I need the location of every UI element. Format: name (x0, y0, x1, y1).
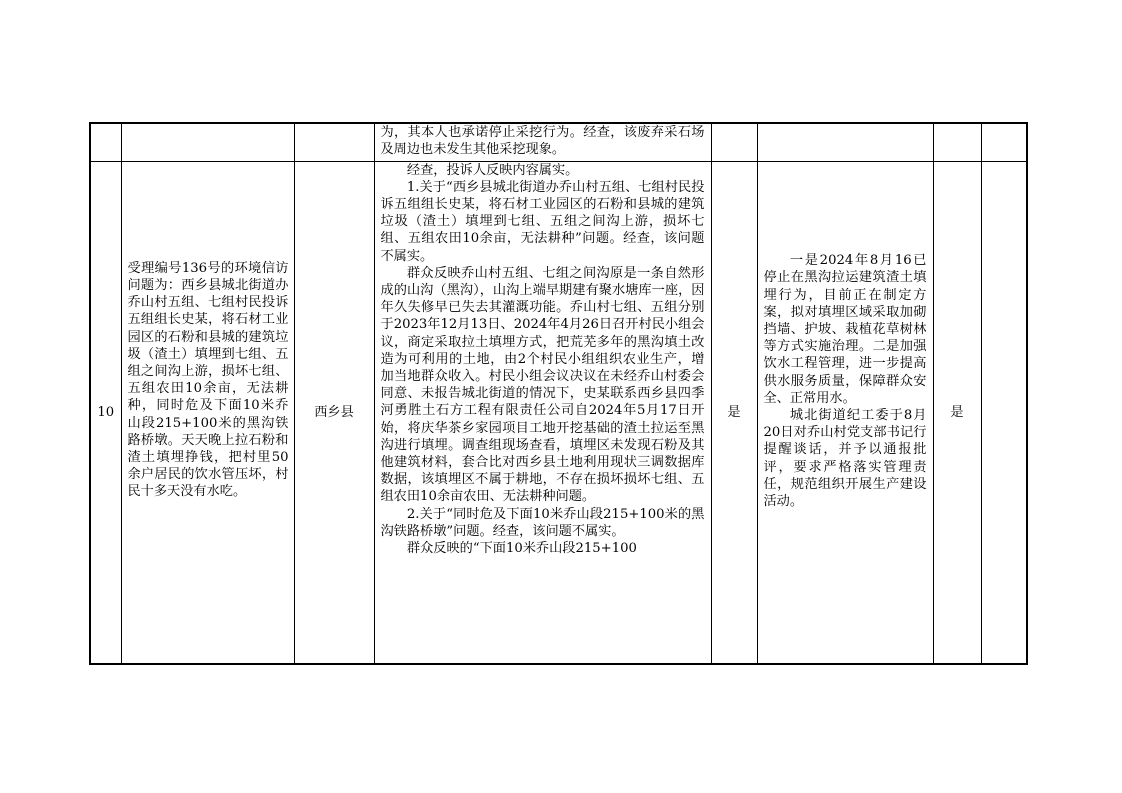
cell-measures (757, 161, 933, 664)
table-row-10 (90, 161, 1027, 664)
cell-area: 西乡县 (294, 161, 374, 664)
findings-text (375, 162, 711, 558)
measures-paragraph-2: 城北街道纪工委于8月20日对乔山村党支部书记行提醒谈话，并予以通报批评，要求严格落实管理责任，规范组织开展生产建设活动。 (763, 408, 927, 510)
complaint-table (89, 122, 1028, 665)
cell-number-empty (90, 123, 121, 161)
findings-paragraph-1: 经查，投诉人反映内容属实。 (406, 162, 579, 178)
measures-text (758, 252, 933, 510)
cell-closed-empty (933, 123, 981, 161)
cell-extra (981, 161, 1027, 664)
row-number: 10 (90, 161, 121, 664)
findings-paragraph-4: 2.关于“同时危及下面10米乔山段215+100米的黑沟铁路桥墩”问题。经查，该问题不属实。 (380, 506, 705, 539)
complaint-text: 受理编号136号的环境信访问题为：西乡县城北街道办乔山村五组、七组村民投诉五组组长史某，将石材工业园区的石粉和县城的建筑垃圾（渣土）填埋到七组、五组之间沟上游，损坏七组、五组农田10余亩，无法耕种，同时危及下面10米乔山段215+100米的黑沟铁路桥墩。天天晚上拉石粉和渣土填埋挣钱，把村里50余户居民的饮水管压坏，村民十多天没有水吃。 (127, 260, 289, 500)
cell-complaint-empty (121, 123, 294, 161)
findings-paragraph-5: 群众反映的“下面10米乔山段215+100 (406, 540, 637, 556)
findings-paragraph-2: 1.关于“西乡县城北街道办乔山村五组、七组村民投诉五组组长史某，将石材工业园区的石粉和县城的建筑垃圾（渣土）填埋到七组、五组之间沟上游，损坏七组、五组农田10余亩，无法耕种”问题。经查，该问题不属实。 (380, 179, 705, 264)
cell-measures-empty (757, 123, 933, 161)
cell-area-empty (294, 123, 374, 161)
cell-is-true: 是 (711, 161, 757, 664)
cell-complaint (121, 161, 294, 664)
cell-closed: 是 (933, 161, 981, 664)
findings-tail-text: 为，其本人也承诺停止采挖行为。经查，该废弃采石场及周边也未发生其他采挖现象。 (380, 125, 705, 158)
measures-paragraph-1: 一是2024年8月16已停止在黑沟拉运建筑渣土填埋行为，目前正在制定方案，拟对填埋区域采取加砌挡墙、护坡、栽植花草树林等方式实施治理。二是加强饮水工程管理，进一步提高供水服务质量，保障群众安全、正常用水。 (763, 253, 927, 406)
findings-paragraph-3: 群众反映乔山村五组、七组之间沟原是一条自然形成的山沟（黑沟），山沟上端早期建有聚水塘库一座，因年久失修早已失去其灌溉功能。乔山村七组、五组分别于2023年12月13日、2024年4月26日召开村民小组会议，商定采取拉土填埋方式，把荒芜多年的黑沟填土改造为可利用的土地，由2个村民小组组织农业生产，增加当地群众收入。村民小组会议决议在未经乔山村委会同意、未报告城北街道的情况下，史某联系西乡县四季河勇胜土石方工程有限责任公司自2024年5月17日开始，将庆华茶乡家园项目工地开挖基础的渣土拉运至黑沟进行填埋。调查组现场查看，填埋区未发现石粉及其他建筑材料，套合比对西乡县土地利用现状三调数据库数据，该填埋区不属于耕地，不存在损坏损坏七组、五组农田10余亩农田、无法耕种问题。 (380, 265, 705, 505)
cell-is-true-empty (711, 123, 757, 161)
table-row-previous (90, 123, 1027, 161)
cell-extra-empty (981, 123, 1027, 161)
cell-findings-continued (374, 123, 711, 161)
cell-findings (374, 161, 711, 664)
